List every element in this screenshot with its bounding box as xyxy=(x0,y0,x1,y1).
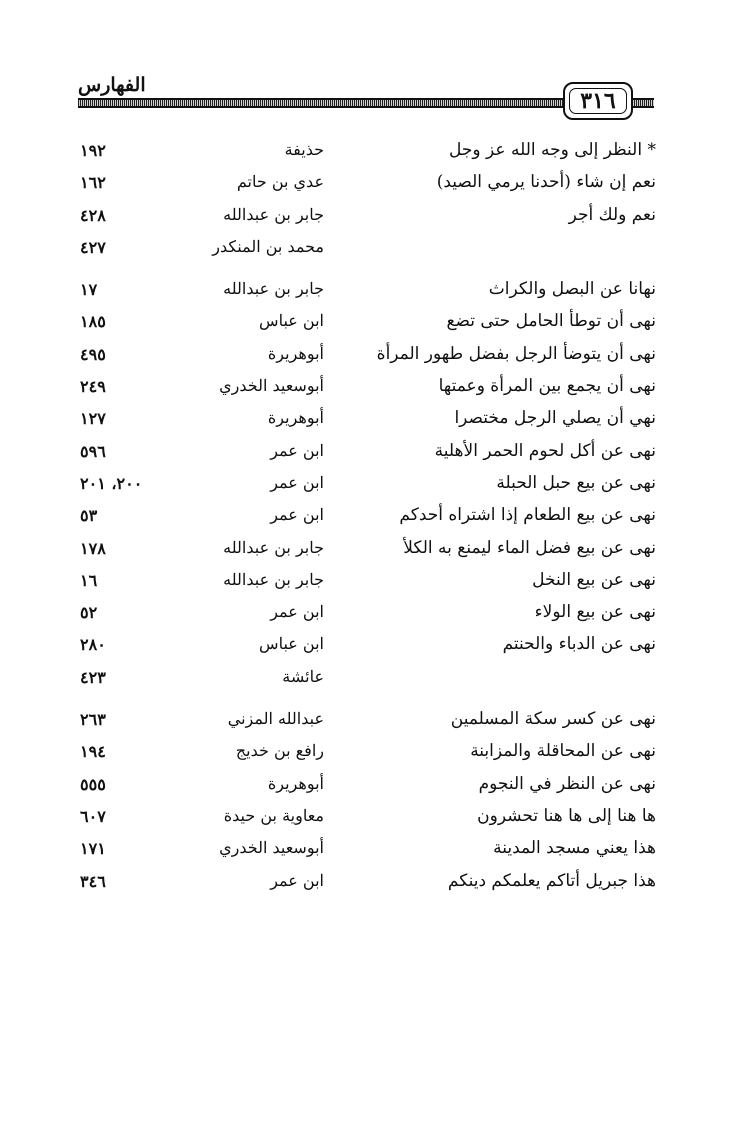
page-ref: ٥٢ xyxy=(80,603,98,623)
row-gap xyxy=(0,266,752,276)
page-header xyxy=(0,0,752,130)
hadith-text: نعم إن شاء (أحدنا يرمي الصيد) xyxy=(436,172,656,193)
narrator: أبوسعيد الخدري xyxy=(219,838,324,858)
page-ref: ١٩٤ xyxy=(80,742,106,762)
page-ref: ١٧١ xyxy=(80,839,106,859)
narrator: جابر بن عبدالله xyxy=(223,204,324,224)
hadith-text: نهى أن يجمع بين المرأة وعمتها xyxy=(438,376,656,397)
index-row xyxy=(0,631,752,663)
index-row xyxy=(0,706,752,738)
hadith-text: نهى عن أكل لحوم الحمر الأهلية xyxy=(434,440,656,461)
page-ref: ٤٢٨ xyxy=(80,205,106,225)
hadith-text: نهانا عن البصل والكراث xyxy=(488,279,656,300)
section-title: الفهارس xyxy=(78,74,146,96)
page-ref: ٢٠٠، ٢٠١ xyxy=(80,473,143,493)
hadith-text: نهى عن المحاقلة والمزابنة xyxy=(470,741,656,762)
page-ref: ١٧٨ xyxy=(80,538,106,558)
narrator: جابر بن عبدالله xyxy=(223,569,324,589)
hadith-text: نهى عن بيع حبل الحبلة xyxy=(496,472,656,493)
hadith-text: نعم ولك أجر xyxy=(568,204,656,225)
hadith-text: نهى عن بيع الولاء xyxy=(534,602,656,623)
index-row xyxy=(0,234,752,266)
index-row xyxy=(0,405,752,437)
header-rule xyxy=(78,98,564,108)
index-row xyxy=(0,438,752,470)
index-row xyxy=(0,202,752,234)
hadith-text: نهى عن الدباء والحنتم xyxy=(502,634,656,655)
page-ref: ١٦٢ xyxy=(80,173,106,193)
page-ref: ٥٥٥ xyxy=(80,774,106,794)
narrator: محمد بن المنكدر xyxy=(212,236,324,256)
narrator: ابن عمر xyxy=(270,505,324,525)
index-row xyxy=(0,373,752,405)
index-row xyxy=(0,738,752,770)
hadith-text: هذا جبريل أتاكم يعلمكم دينكم xyxy=(447,870,656,891)
hadith-text: نهى عن كسر سكة المسلمين xyxy=(450,709,656,730)
index-row xyxy=(0,664,752,696)
narrator: عبدالله المزني xyxy=(227,709,324,729)
page-ref: ٢٦٣ xyxy=(80,710,106,730)
page-ref: ٤٢٣ xyxy=(80,667,106,687)
narrator: ابن عباس xyxy=(259,311,324,331)
page-ref: ١٢٧ xyxy=(80,409,106,429)
index-row xyxy=(0,567,752,599)
narrator: أبوسعيد الخدري xyxy=(219,376,324,396)
narrator: عدي بن حاتم xyxy=(236,172,324,192)
index-row xyxy=(0,868,752,900)
page-ref: ١٩٢ xyxy=(80,141,106,160)
page-ref: ١٨٥ xyxy=(80,312,106,332)
page-ref: ١٦ xyxy=(80,570,98,590)
narrator: أبوهريرة xyxy=(267,773,324,793)
index-row xyxy=(0,276,752,308)
narrator: عائشة xyxy=(282,666,324,686)
narrator: حذيفة xyxy=(284,140,324,159)
index-row xyxy=(0,137,752,169)
index-row xyxy=(0,169,752,201)
narrator: رافع بن خديج xyxy=(235,741,324,761)
page-ref: ٣٤٦ xyxy=(80,871,106,891)
index-row xyxy=(0,470,752,502)
index-row xyxy=(0,599,752,631)
narrator: ابن عباس xyxy=(259,634,324,654)
hadith-text: نهى عن النظر في النجوم xyxy=(478,773,656,794)
page-ref: ٤٢٧ xyxy=(80,237,106,257)
narrator: أبوهريرة xyxy=(267,408,324,428)
hadith-text: نهى عن بيع فضل الماء ليمنع به الكلأ xyxy=(403,537,656,558)
index-row xyxy=(0,341,752,373)
narrator: ابن عمر xyxy=(270,440,324,460)
page-ref: ٢٤٩ xyxy=(80,377,106,397)
index-row xyxy=(0,308,752,340)
hadith-text: نهى عن بيع النخل xyxy=(532,569,656,590)
hadith-text: نهى عن بيع الطعام إذا اشتراه أحدكم xyxy=(399,505,656,526)
hadith-text: * النظر إلى وجه الله عز وجل xyxy=(449,140,656,160)
index-row xyxy=(0,502,752,534)
narrator: ابن عمر xyxy=(270,602,324,622)
page-ref: ٥٣ xyxy=(80,506,98,526)
page-number: ٣١٦ xyxy=(580,88,616,114)
narrator: أبوهريرة xyxy=(267,343,324,363)
index-row xyxy=(0,535,752,567)
narrator: معاوية بن حيدة xyxy=(223,805,324,825)
header-rule-right xyxy=(632,98,654,108)
hadith-text: ها هنا إلى ها هنا تحشرون xyxy=(477,805,656,826)
index-row xyxy=(0,835,752,867)
row-gap xyxy=(0,696,752,706)
narrator: ابن عمر xyxy=(270,472,324,492)
index-table xyxy=(0,137,752,900)
page-number-box xyxy=(563,82,633,120)
hadith-text: نهى أن يتوضأ الرجل بفضل طهور المرأة xyxy=(376,343,656,364)
page-ref: ٤٩٥ xyxy=(80,344,106,364)
hadith-text: هذا يعني مسجد المدينة xyxy=(493,838,656,859)
page-ref: ٦٠٧ xyxy=(80,806,106,826)
narrator: جابر بن عبدالله xyxy=(223,279,324,299)
hadith-text: نهى أن توطأ الحامل حتى تضع xyxy=(446,311,656,332)
page-ref: ٢٨٠ xyxy=(80,635,106,655)
page-ref: ٥٩٦ xyxy=(80,441,106,461)
narrator: ابن عمر xyxy=(270,870,324,890)
narrator: جابر بن عبدالله xyxy=(223,537,324,557)
index-row xyxy=(0,771,752,803)
index-row xyxy=(0,803,752,835)
page-ref: ١٧ xyxy=(80,280,98,300)
hadith-text: نهي أن يصلي الرجل مختصرا xyxy=(454,408,656,429)
